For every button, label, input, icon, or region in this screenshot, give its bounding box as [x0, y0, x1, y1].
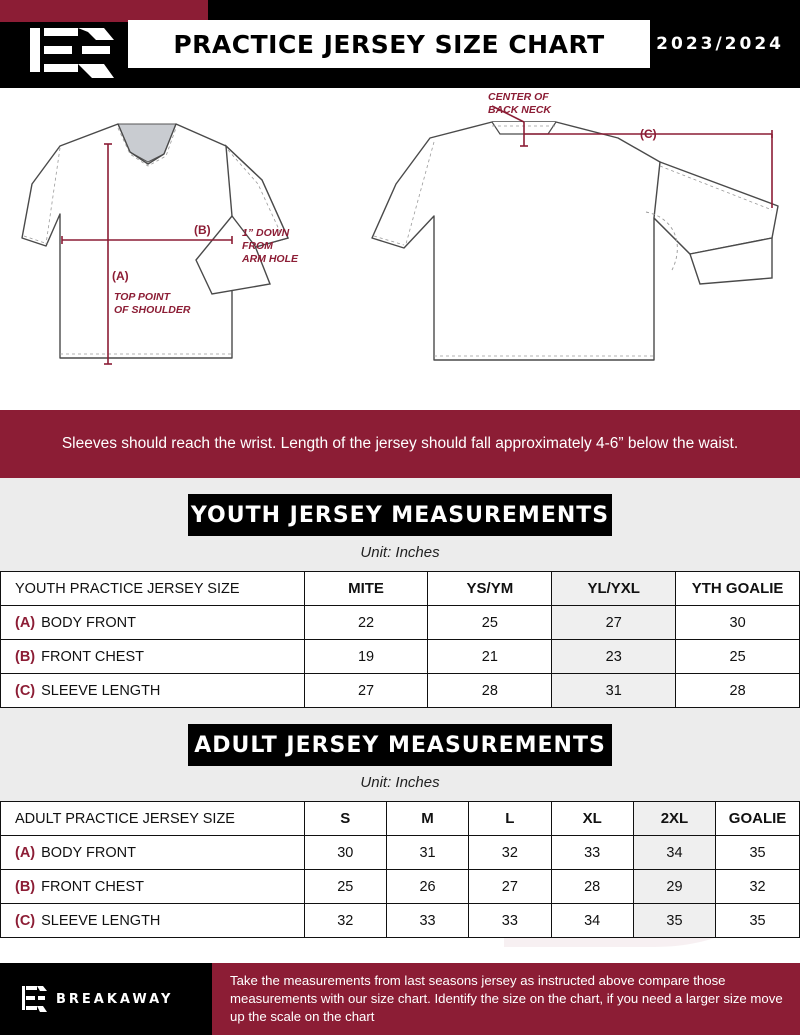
youth-measurements-table: [0, 571, 800, 708]
adult-size-header: ADULT PRACTICE JERSEY SIZE: [1, 802, 305, 836]
adult-r0-c1: 31: [386, 836, 468, 870]
youth-r1-c1: 21: [428, 640, 552, 674]
season-label: 2023/2024: [656, 34, 784, 54]
youth-col-1: YS/YM: [428, 572, 552, 606]
back-neck-note-b: BACK NECK: [488, 104, 551, 116]
youth-size-header: YOUTH PRACTICE JERSEY SIZE: [1, 572, 305, 606]
adult-row-0-text: BODY FRONT: [41, 844, 136, 861]
youth-r2-c3: 28: [676, 674, 800, 708]
page-header: [0, 0, 800, 88]
arm-hole-note-line2: FROM: [242, 240, 273, 252]
adult-r2-c5: 35: [716, 904, 800, 938]
page-footer: [0, 963, 800, 1035]
youth-r0-c2: 27: [552, 606, 676, 640]
shoulder-note-line2: OF SHOULDER: [114, 304, 191, 316]
footer-brand-name: BREAKAWAY: [56, 991, 174, 1007]
adult-r0-c2: 32: [469, 836, 551, 870]
adult-banner: ADULT JERSEY MEASUREMENTS: [188, 724, 612, 766]
adult-col-3: XL: [551, 802, 633, 836]
youth-row-1-text: FRONT CHEST: [41, 648, 144, 665]
youth-row-2-label: [1, 674, 305, 708]
adult-row-2-label: [1, 904, 305, 938]
adult-r2-c3: 34: [551, 904, 633, 938]
adult-row-2-text: SLEEVE LENGTH: [41, 912, 161, 929]
adult-col-5: GOALIE: [716, 802, 800, 836]
adult-row-1-label: [1, 870, 305, 904]
adult-r1-c4: 29: [633, 870, 715, 904]
arm-hole-note-line3: ARM HOLE: [242, 253, 298, 265]
adult-r2-c4: 35: [633, 904, 715, 938]
shoulder-note-line1: TOP POINT: [114, 291, 171, 303]
marker-a-label: (A): [112, 269, 129, 283]
youth-r1-c0: 19: [304, 640, 428, 674]
adult-r2-c0: 32: [304, 904, 386, 938]
youth-row-0-text: BODY FRONT: [41, 614, 136, 631]
adult-r0-c5: 35: [716, 836, 800, 870]
sleeve-note-bar: [0, 410, 800, 478]
adult-r1-c5: 32: [716, 870, 800, 904]
table-row: [1, 606, 800, 640]
table-row: [1, 836, 800, 870]
youth-col-2: YL/YXL: [552, 572, 676, 606]
marker-c-label: (C): [640, 127, 657, 141]
footer-instructions: Take the measurements from last seasons jersey as instructed above compare those measurements with our size chart. Identify the size on the chart, if you need a larger size move up the scale on the chart: [212, 963, 800, 1035]
jersey-diagram: [0, 88, 800, 410]
footer-brand: [0, 963, 212, 1035]
adult-r0-c3: 33: [551, 836, 633, 870]
table-row: [1, 904, 800, 938]
youth-section: [0, 478, 800, 708]
adult-r1-c0: 25: [304, 870, 386, 904]
arm-hole-note-line1: 1” DOWN: [242, 227, 290, 239]
adult-col-0: S: [304, 802, 386, 836]
adult-section: [0, 708, 800, 938]
jersey-diagram-svg: [0, 88, 800, 410]
youth-col-0: MITE: [304, 572, 428, 606]
adult-r2-c1: 33: [386, 904, 468, 938]
adult-col-4: 2XL: [633, 802, 715, 836]
youth-unit-label: Unit: Inches: [0, 536, 800, 571]
youth-row-2-tag: (C): [15, 682, 36, 699]
breakaway-b-logo-icon-small: [22, 984, 48, 1014]
adult-row-0-label: [1, 836, 305, 870]
adult-r2-c2: 33: [469, 904, 551, 938]
adult-row-0-tag: (A): [15, 844, 36, 861]
table-header-row: [1, 572, 800, 606]
table-header-row: [1, 802, 800, 836]
adult-row-1-text: FRONT CHEST: [41, 878, 144, 895]
youth-row-1-label: [1, 640, 305, 674]
adult-row-2-tag: (C): [15, 912, 36, 929]
youth-row-1-tag: (B): [15, 648, 36, 665]
youth-row-0-label: [1, 606, 305, 640]
adult-r1-c2: 27: [469, 870, 551, 904]
adult-r1-c1: 26: [386, 870, 468, 904]
adult-measurements-table: [0, 801, 800, 938]
youth-r2-c2: 31: [552, 674, 676, 708]
youth-r0-c3: 30: [676, 606, 800, 640]
youth-r2-c0: 27: [304, 674, 428, 708]
youth-r1-c2: 23: [552, 640, 676, 674]
header-accent-block: [0, 0, 208, 22]
youth-r0-c0: 22: [304, 606, 428, 640]
back-neck-note-a: CENTER OF: [488, 91, 549, 103]
marker-b-label: (B): [194, 223, 211, 237]
back-jersey-illustration: [372, 122, 778, 360]
adult-col-2: L: [469, 802, 551, 836]
breakaway-b-logo-icon: [26, 22, 122, 84]
adult-row-1-tag: (B): [15, 878, 36, 895]
youth-r0-c1: 25: [428, 606, 552, 640]
adult-r1-c3: 28: [551, 870, 633, 904]
sleeve-note-text: Sleeves should reach the wrist. Length of the jersey should fall approximately 4-6” below the waist.: [61, 434, 739, 452]
youth-r2-c1: 28: [428, 674, 552, 708]
adult-r0-c0: 30: [304, 836, 386, 870]
page-title-bar: [128, 20, 650, 68]
table-row: [1, 870, 800, 904]
youth-col-3: YTH GOALIE: [676, 572, 800, 606]
youth-row-2-text: SLEEVE LENGTH: [41, 682, 161, 699]
youth-r1-c3: 25: [676, 640, 800, 674]
adult-r0-c4: 34: [633, 836, 715, 870]
adult-unit-label: Unit: Inches: [0, 766, 800, 801]
page-title: PRACTICE JERSEY SIZE CHART: [173, 29, 605, 59]
table-row: [1, 640, 800, 674]
youth-banner: YOUTH JERSEY MEASUREMENTS: [188, 494, 612, 536]
youth-row-0-tag: (A): [15, 614, 36, 631]
table-row: [1, 674, 800, 708]
adult-col-1: M: [386, 802, 468, 836]
